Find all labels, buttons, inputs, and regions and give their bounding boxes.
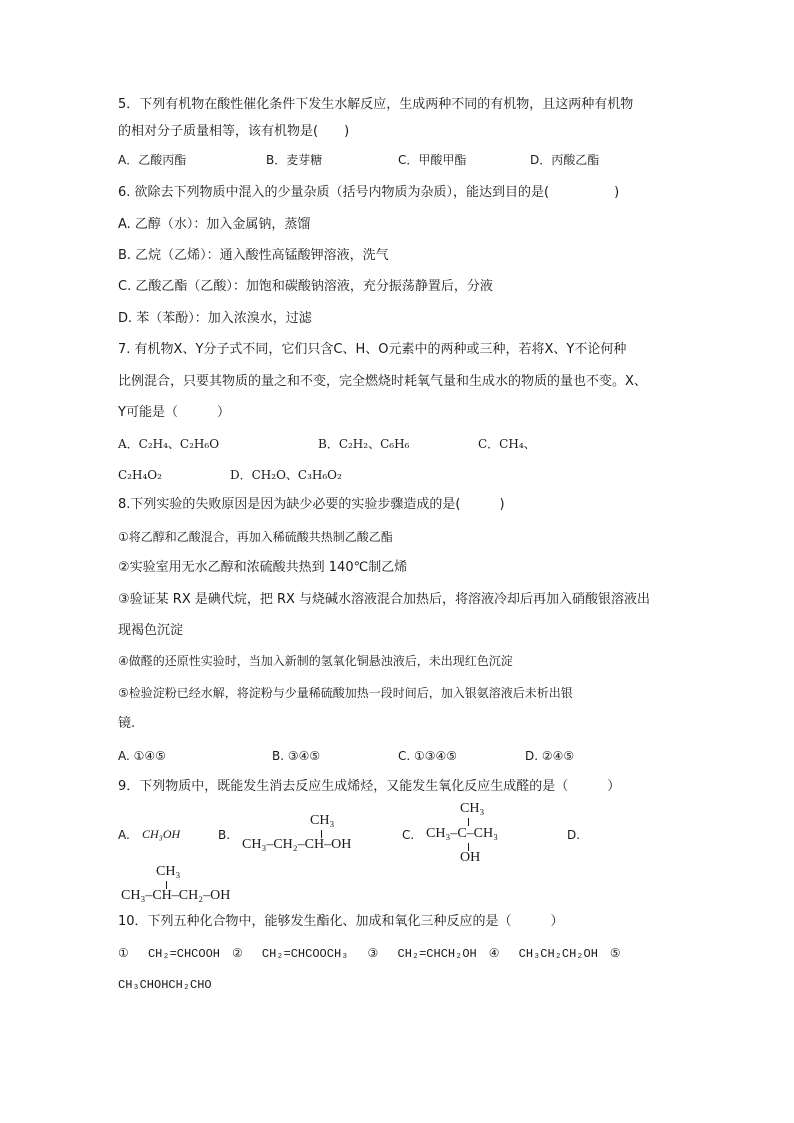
q6-option-a: A. 乙醇（水）：加入金属钠，蒸馏: [118, 217, 311, 232]
q9-option-c-bond-top: [468, 818, 469, 826]
q10-compounds-line2: CH₃CHOHCH₂CHO: [118, 978, 212, 992]
q9-option-b-label: B.: [218, 828, 231, 842]
q9-stem: 9．下列物质中，既能发生消去反应生成烯烃，又能发生氧化反应生成醛的是（ ）: [118, 779, 621, 794]
q8-option-a: A. ①④⑤: [118, 749, 166, 763]
q9-option-d-label: D.: [567, 828, 581, 842]
q5-stem-line1: 5．下列有机物在酸性催化条件下发生水解反应，生成两种不同的有机物，且这两种有机物: [118, 97, 634, 112]
q5-option-a: A．乙酸丙酯: [118, 153, 187, 167]
q8-option-b: B. ③④⑤: [272, 749, 321, 763]
q9-option-b-chain: CH₃–CH₂–CH–OH: [242, 837, 352, 852]
q8-item-2: ②实验室用无水乙醇和浓硫酸共热到 140℃制乙烯: [118, 560, 408, 575]
q7-stem-line3: Y可能是（ ）: [118, 405, 230, 420]
q7-stem-line1: 7. 有机物X、Y分子式不同，它们只含C、H、O元素中的两种或三种，若将X、Y不论何种: [118, 342, 627, 357]
q9-option-c-bottom: OH: [460, 850, 481, 865]
q5-stem-line2: 的相对分子质量相等，该有机物是( ): [118, 124, 350, 139]
q5-option-b: B．麦芽糖: [266, 153, 323, 167]
q9-option-d-branch: CH₃: [156, 864, 181, 879]
q8-item-4: ④做醛的还原性实验时，当加入新制的氢氧化铜悬浊液后，未出现红色沉淀: [118, 654, 513, 668]
q9-option-c-chain: CH₃–C–CH₃: [426, 826, 498, 841]
q6-stem: 6. 欲除去下列物质中混入的少量杂质（括号内物质为杂质），能达到目的是( ): [118, 185, 620, 200]
q7-option-c: C．CH₄、: [478, 437, 536, 451]
q6-option-b: B. 乙烷（乙烯）：通入酸性高锰酸钾溶液，洗气: [118, 248, 389, 263]
q8-stem: 8.下列实验的失败原因是因为缺少必要的实验步骤造成的是( ): [118, 497, 505, 512]
q8-option-c: C. ①③④⑤: [398, 749, 458, 763]
q9-option-d-chain: CH₃–CH–CH₂–OH: [121, 888, 231, 903]
q8-item-3: ③验证某 RX 是碘代烷，把 RX 与烧碱水溶液混合加热后，将溶液冷却后再加入硝酸银溶液出: [118, 592, 651, 607]
q7-option-b: B．C₂H₂、C₆H₆: [318, 437, 410, 451]
q10-stem: 10．下列五种化合物中，能够发生酯化、加成和氧化三种反应的是（ ）: [118, 914, 564, 929]
q9-option-b-branch: CH₃: [310, 813, 335, 828]
q6-option-d: D. 苯（苯酚）：加入浓溴水，过滤: [118, 311, 312, 326]
q8-item-5: ⑤检验淀粉已经水解，将淀粉与少量稀硫酸加热一段时间后，加入银氨溶液后未析出银: [118, 686, 573, 700]
q9-option-a-label: A.: [118, 828, 130, 842]
q8-item-3-cont: 现褐色沉淀: [118, 623, 184, 638]
q9-option-c-top: CH₃: [460, 801, 485, 816]
q5-option-d: D．丙酸乙酯: [530, 153, 600, 167]
q10-compounds-line1: ① CH₂=CHCOOH ② CH₂=CHCOOCH₃ ③ CH₂=CHCH₂OH ④ CH₃CH₂CH₂OH ⑤: [118, 947, 621, 961]
q7-option-d: D．CH₂O、C₃H₆O₂: [230, 468, 342, 482]
q8-option-d: D. ②④⑤: [525, 749, 575, 763]
q5-option-c: C．甲酸甲酯: [398, 153, 467, 167]
q7-option-a: A．C₂H₄、C₂H₆O: [118, 437, 220, 451]
q8-item-1: ①将乙醇和乙酸混合，再加入稀硫酸共热制乙酸乙酯: [118, 530, 393, 544]
q6-option-c: C. 乙酸乙酯（乙酸）：加饱和碳酸钠溶液，充分振荡静置后，分液: [118, 279, 493, 294]
q8-item-5-cont: 镜.: [118, 716, 136, 731]
q9-option-c-label: C.: [402, 828, 415, 842]
q9-option-a-formula: CH₃OH: [142, 827, 181, 841]
q7-stem-line2: 比例混合，只要其物质的量之和不变，完全燃烧时耗氧气量和生成水的物质的量也不变。X、: [118, 374, 647, 389]
q7-option-c-cont: C₂H₄O₂: [118, 468, 162, 482]
